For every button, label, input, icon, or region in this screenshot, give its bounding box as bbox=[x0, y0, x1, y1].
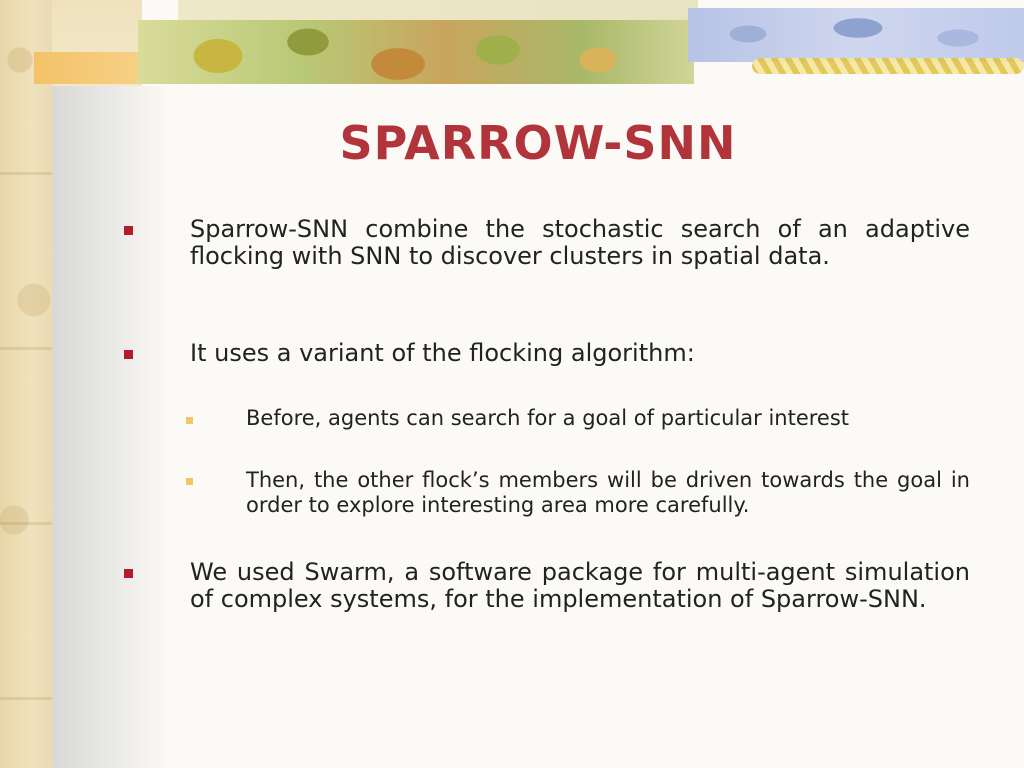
sub-bullet-marker-square bbox=[186, 478, 193, 485]
bullet-marker-square bbox=[124, 350, 133, 359]
slide-title: SPARROW-SNN bbox=[339, 116, 737, 170]
sub-bullet-marker-square bbox=[186, 417, 193, 424]
sub-bullet-text: Then, the other flock’s members will be driven towards the goal in order to explore interesting area more carefully. bbox=[246, 468, 970, 517]
bullet-marker-square bbox=[124, 569, 133, 578]
bullet-text: We used Swarm, a software package for multi-agent simulation of complex systems, for the implementation of Sparrow-SNN. bbox=[190, 558, 970, 613]
bullet-marker-square bbox=[124, 226, 133, 235]
bullet-text: Sparrow-SNN combine the stochastic search of an adaptive flocking with SNN to discover clusters in spatial data. bbox=[190, 215, 970, 270]
sub-bullet-text: Before, agents can search for a goal of particular interest bbox=[246, 406, 850, 430]
bullet-text: It uses a variant of the flocking algorithm: bbox=[190, 339, 695, 367]
